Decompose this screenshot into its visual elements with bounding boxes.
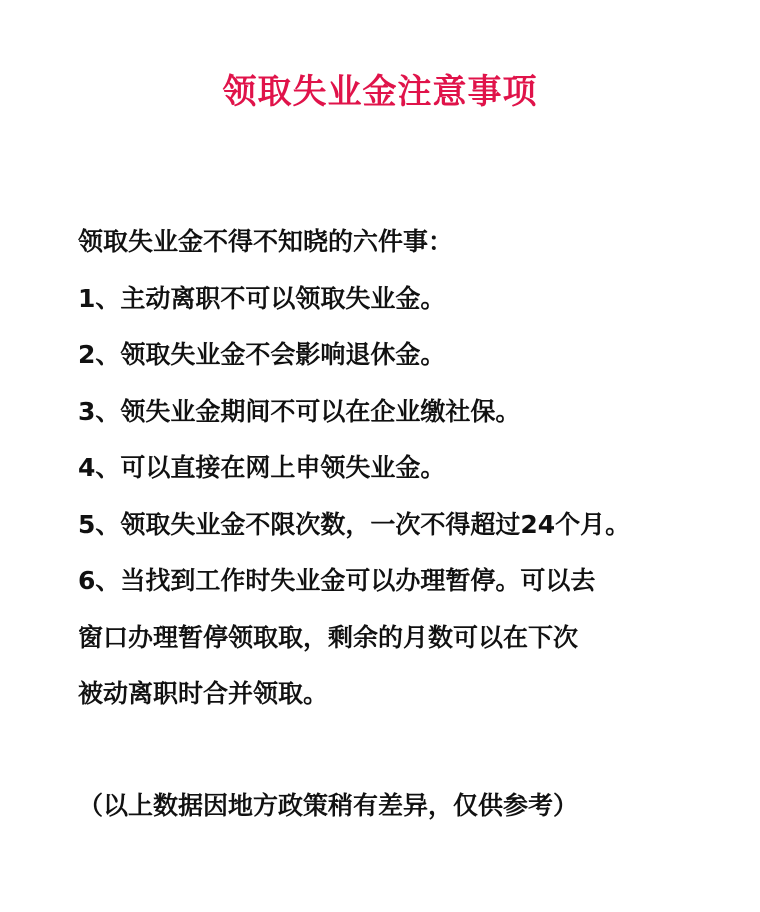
list-item-6-continued: 窗口办理暂停领取取，剩余的月数可以在下次 <box>78 622 579 652</box>
list-item-6-continued-2: 被动离职时合并领取。 <box>78 679 329 708</box>
list-item-5: 5、领取失业金不限次数，一次不得超过24个月。 <box>78 509 631 539</box>
list-item-6: 6、当找到工作时失业金可以办理暂停。可以去 <box>78 566 596 595</box>
disclaimer-note: （以上数据因地方政策稍有差异，仅供参考） <box>78 791 579 820</box>
intro-line: 领取失业金不得不知晓的六件事： <box>78 227 454 256</box>
notice-list <box>78 214 748 723</box>
list-item-4: 4、可以直接在网上申领失业金。 <box>78 453 446 482</box>
list-item-1: 1、主动离职不可以领取失业金。 <box>78 283 446 313</box>
list-item-2: 2、领取失业金不会影响退休金。 <box>78 340 446 369</box>
page-title: 领取失业金注意事项 <box>222 72 538 112</box>
list-item-3: 3、领失业金期间不可以在企业缴社保。 <box>78 396 521 426</box>
